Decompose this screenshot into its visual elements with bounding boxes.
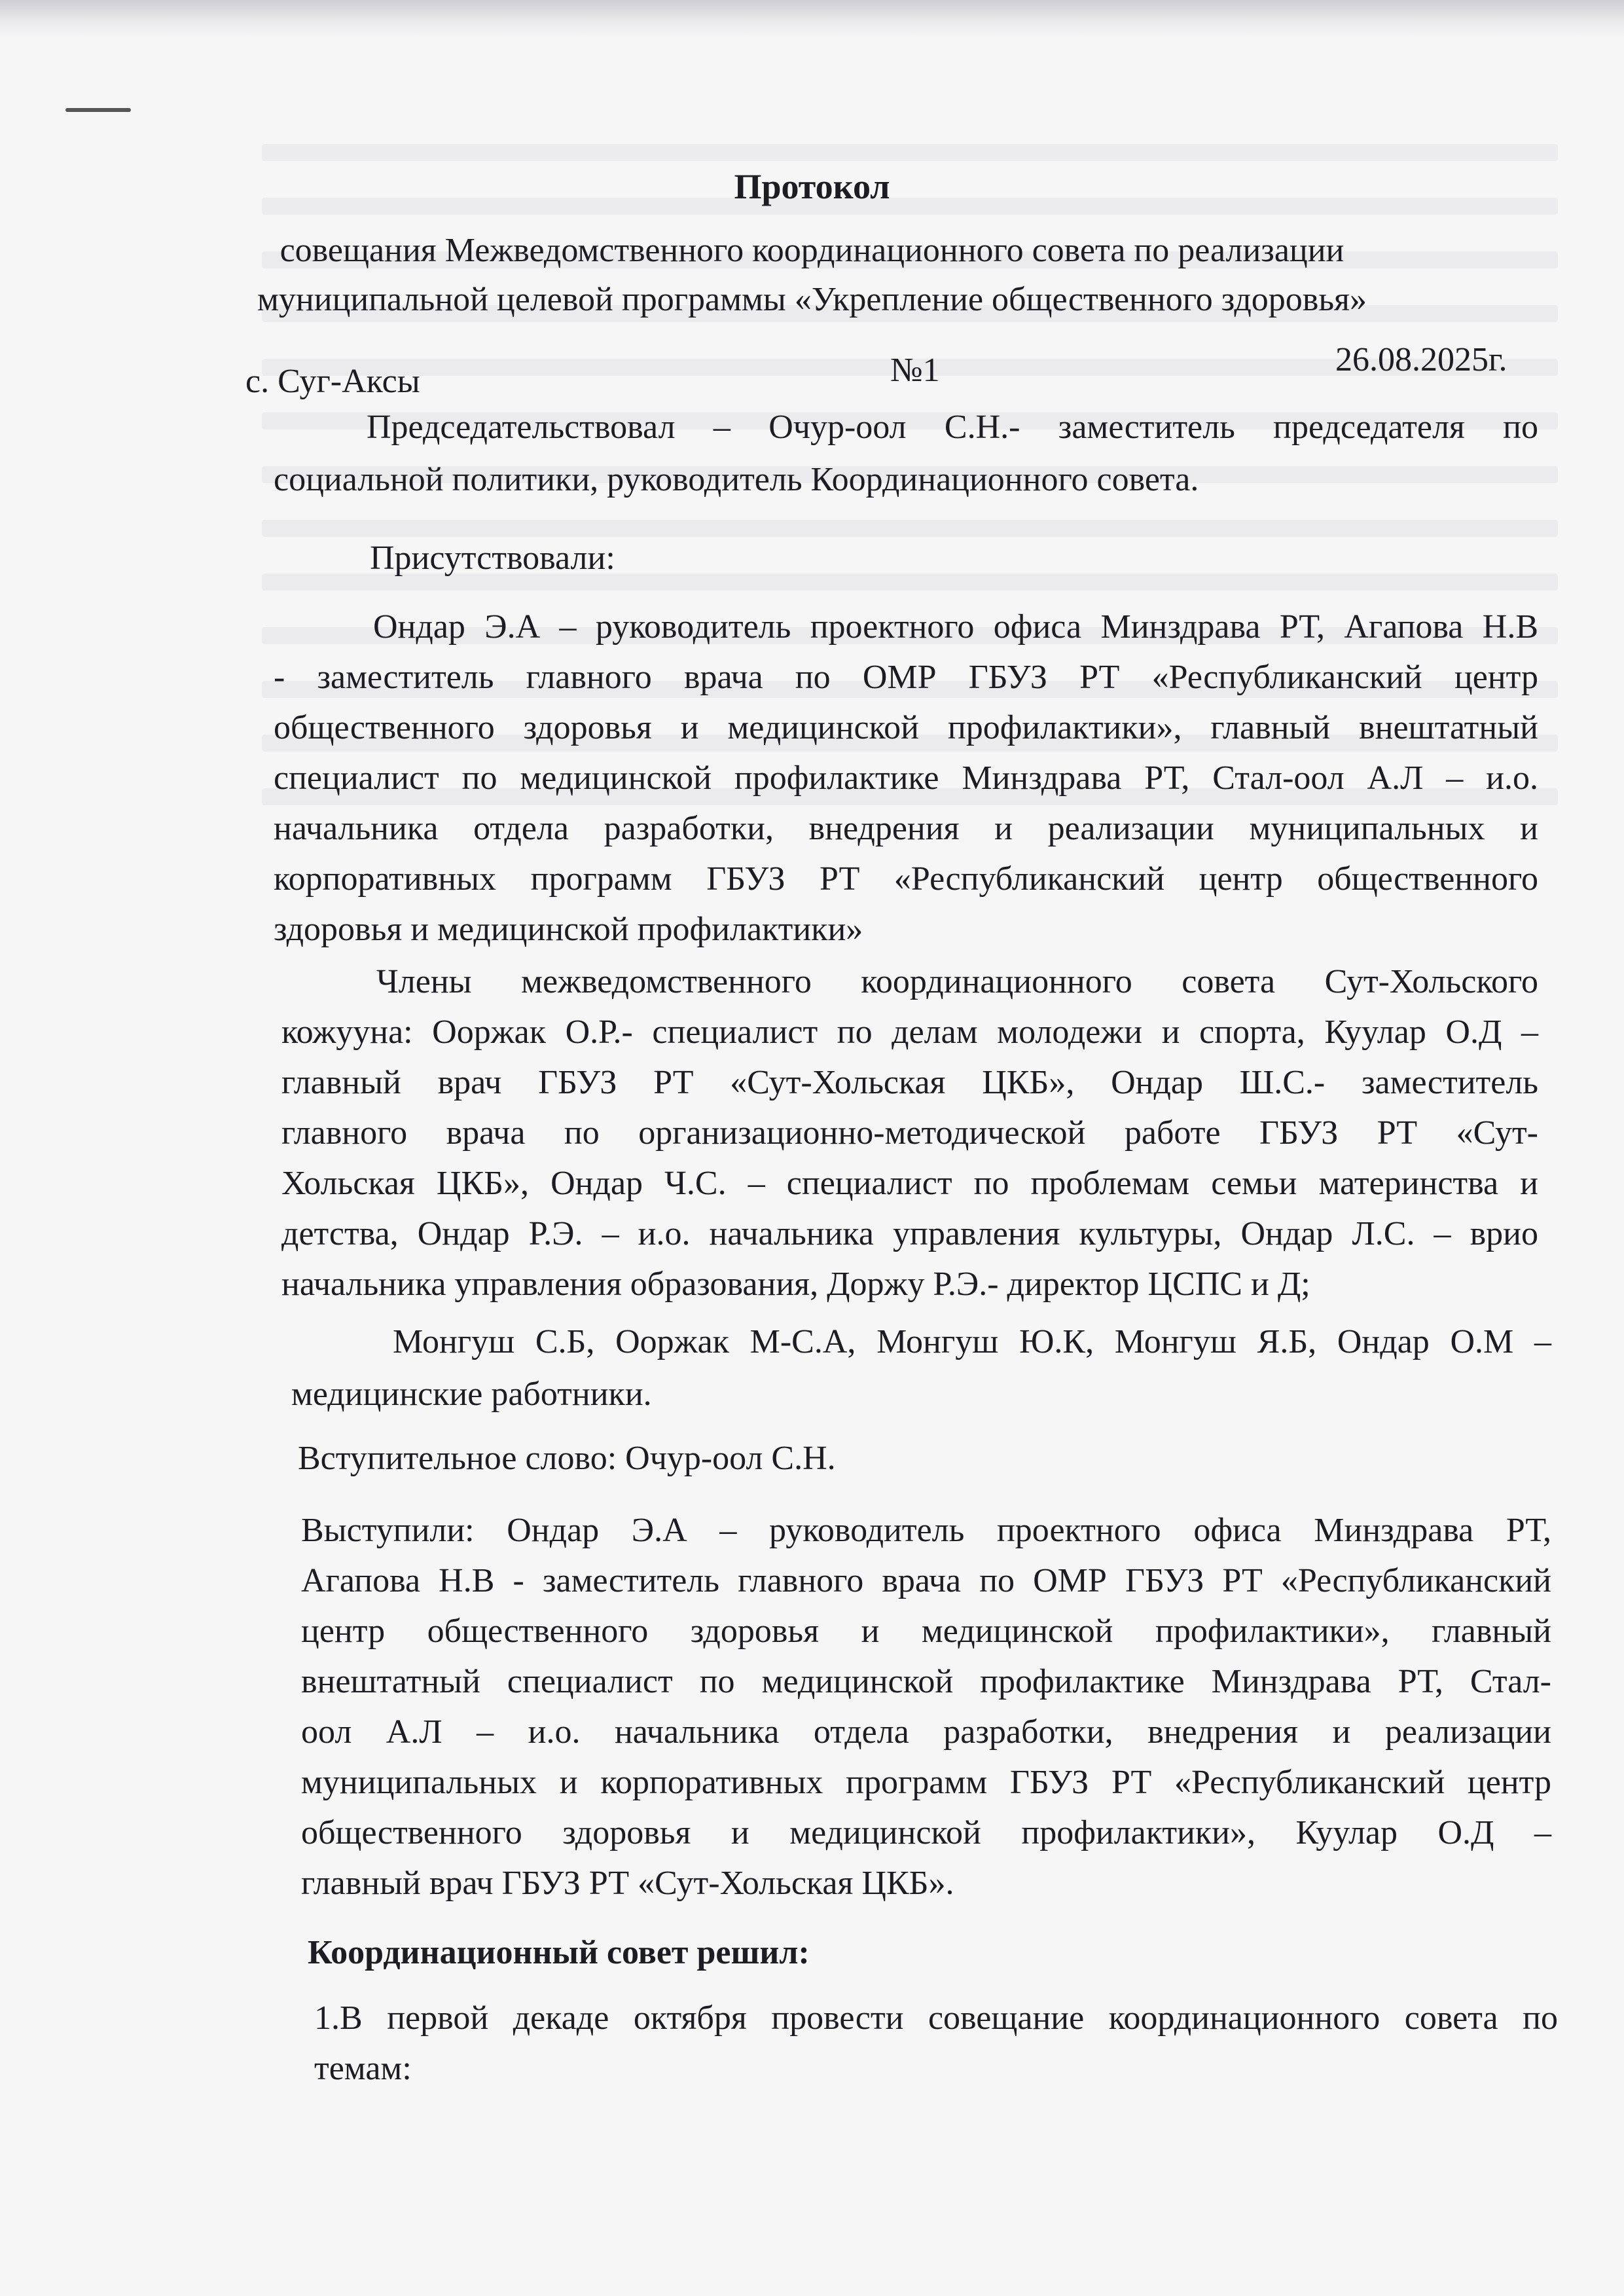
members-line-6: детства, Ондар Р.Э. – и.о. начальника управления культуры, Ондар Л.С. – врио (281, 1215, 1538, 1252)
guests-line-4: специалист по медицинской профилактике Минздрава РТ, Стал-оол А.Л – и.о. (274, 759, 1538, 797)
decision-1-line-2: темам: (314, 2050, 412, 2087)
subtitle-line-1: совещания Межведомственного координационного совета по реализации (280, 232, 1344, 269)
speakers-line-2: Агапова Н.В - заместитель главного врача по ОМР ГБУЗ РТ «Республиканский (301, 1562, 1551, 1599)
subtitle-line-2: муниципальной целевой программы «Укрепление общественного здоровья» (257, 281, 1367, 318)
medical-workers-line-1: Монгуш С.Б, Ооржак М-С.А, Монгуш Ю.К, Монгуш Я.Б, Ондар О.М – (393, 1323, 1551, 1360)
guests-line-3: общественного здоровья и медицинской профилактики», главный внештатный (274, 709, 1538, 746)
members-line-1: Члены межведомственного координационного совета Сут-Хольского (376, 963, 1538, 1000)
speakers-line-7: общественного здоровья и медицинской профилактики», Куулар О.Д – (301, 1814, 1551, 1851)
speakers-line-8: главный врач ГБУЗ РТ «Сут-Хольская ЦКБ». (301, 1865, 954, 1902)
present-label: Присутствовали: (370, 539, 615, 577)
meeting-place: с. Суг-Аксы (245, 363, 420, 400)
speakers-line-1: Выступили: Ондар Э.А – руководитель проектного офиса Минздрава РТ, (301, 1512, 1551, 1549)
medical-workers-line-2: медицинские работники. (291, 1376, 652, 1413)
members-line-4: главного врача по организационно-методической работе ГБУЗ РТ «Сут- (281, 1114, 1538, 1152)
guests-line-7: здоровья и медицинской профилактики» (274, 911, 863, 948)
decision-1-line-1: 1.В первой декаде октября провести совещание координационного совета по (314, 1999, 1558, 2037)
members-line-2: кожууна: Ооржак О.Р.- специалист по делам молодежи и спорта, Куулар О.Д – (281, 1013, 1538, 1051)
meeting-date: 26.08.2025г. (1335, 341, 1507, 378)
guests-line-6: корпоративных программ ГБУЗ РТ «Республиканский центр общественного (274, 860, 1538, 898)
guests-line-1: Ондар Э.А – руководитель проектного офиса Минздрава РТ, Агапова Н.В (373, 608, 1538, 646)
chaired-line-1: Председательствовал – Очур-оол С.Н.- заместитель председателя по (367, 409, 1538, 446)
members-line-3: главный врач ГБУЗ РТ «Сут-Хольская ЦКБ», Ондар Ш.С.- заместитель (281, 1064, 1538, 1101)
speakers-line-5: оол А.Л – и.о. начальника отдела разработки, внедрения и реализации (301, 1713, 1551, 1751)
members-line-5: Хольская ЦКБ», Ондар Ч.С. – специалист по проблемам семьи материнства и (281, 1165, 1538, 1202)
guests-line-5: начальника отдела разработки, внедрения и реализации муниципальных и (274, 810, 1538, 847)
members-line-7: начальника управления образования, Доржу Р.Э.- директор ЦСПС и Д; (281, 1266, 1310, 1303)
document-title: Протокол (734, 167, 890, 206)
protocol-number: №1 (890, 352, 940, 389)
speakers-line-3: центр общественного здоровья и медицинской профилактики», главный (301, 1613, 1551, 1650)
speakers-line-6: муниципальных и корпоративных программ ГБУЗ РТ «Республиканский центр (301, 1764, 1551, 1801)
guests-line-2: - заместитель главного врача по ОМР ГБУЗ РТ «Республиканский центр (274, 659, 1538, 696)
chaired-line-2: социальной политики, руководитель Координационного совета. (274, 461, 1199, 498)
opening-word: Вступительное слово: Очур-оол С.Н. (298, 1440, 836, 1477)
speakers-line-4: внештатный специалист по медицинской профилактике Минздрава РТ, Стал- (301, 1663, 1551, 1700)
decision-heading: Координационный совет решил: (308, 1934, 810, 1971)
